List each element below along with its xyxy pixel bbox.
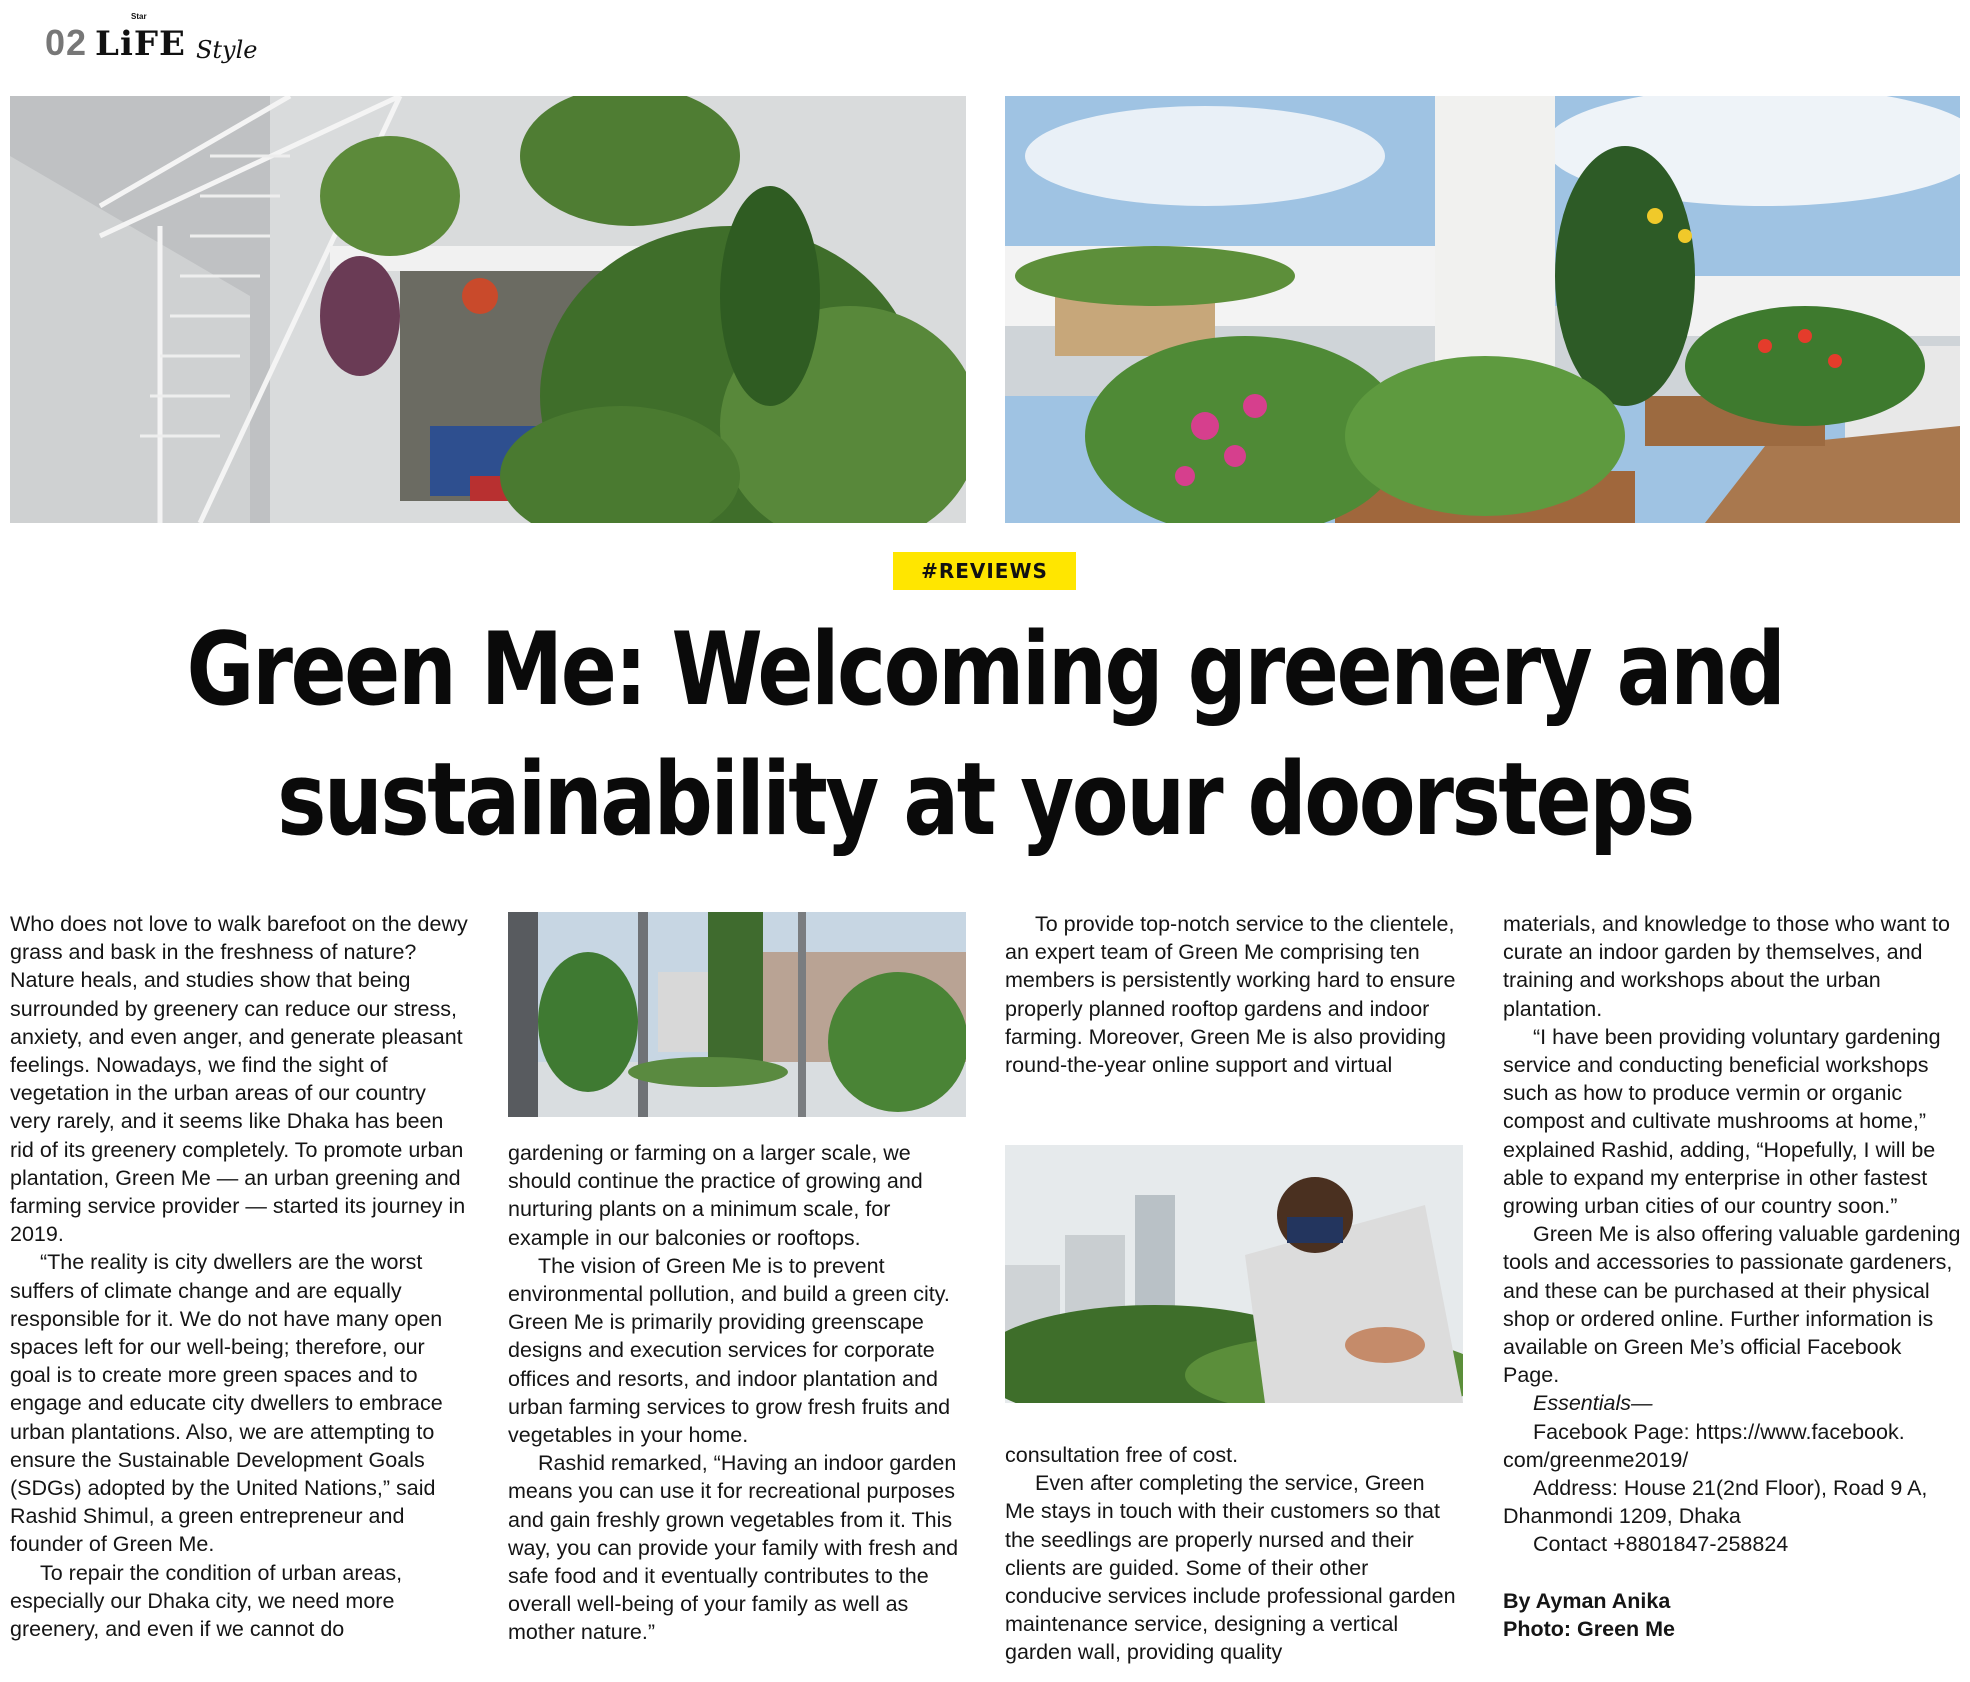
paragraph: Rashid remarked, “Having an indoor garden means you can use it for recreational purposes and gain freshly grown vegetables from it. This way, you can provide your family with fresh and safe food and it eventually contributes to the overall well-being of your family as well as mother nature.” [508,1451,959,1645]
paragraph: “I have been providing voluntary gardening service and conducting beneficial workshops such as how to produce vermin or organic compost and cultivate mushrooms at home,” explained Rashid, adding, “Hopefully, I will be able to expand my enterprise in other fastest growing urban cities of our country soon.” [1503,1024,1941,1219]
gardener-photo [1005,1145,1463,1403]
headline-line-2: sustainability at your doorsteps [277,740,1693,858]
paragraph: The vision of Green Me is to prevent environmental pollution, and build a green city. Green Me is primarily providing greenscape designs and execution services for corporate offices and resorts, and indoor plantation and urban farming services to grow fresh fruits and vegetables in your home. [508,1253,951,1448]
essentials-label: Essentials— [1533,1391,1653,1416]
paragraph: Green Me is also offering valuable gardening tools and accessories to passionate gardeners, and these can be purchased at their physical shop or ordered online. Further information is available on Green Me’s official Facebook Page. [1503,1222,1961,1388]
article-column-2 [508,1139,968,1647]
author-byline: By Ayman Anika [1503,1588,1671,1613]
paragraph: consultation free of cost. [1005,1443,1239,1467]
page-number: 02 [45,22,88,63]
paragraph: gardening or farming on a larger scale, we should continue the practice of growing and nurturing plants on a minimum scale, for example in our balconies or rooftops. [508,1141,923,1250]
paragraph: Even after completing the service, Green Me stays in touch with their customers so that the seedlings are properly nursed and their clients are guided. Some of their other conducive services include professional garden maintenance service, designing a vertical garden wall, providing quality [1005,1471,1456,1665]
rooftop-planters-photo [1005,96,1960,523]
article-column-1 [10,910,470,1643]
facebook-page-info: Facebook Page: https://www.facebook. com/greenme2019/ [1503,1419,1905,1472]
headline-line-1: Green Me: Welcoming greenery and [186,610,1784,728]
masthead [45,14,257,64]
contact-info: Contact +8801847-258824 [1533,1532,1789,1557]
brand-logo: LiFE [95,24,186,64]
rooftop-staircase-photo [10,96,966,523]
paragraph: Who does not love to walk barefoot on the dewy grass and bask in the freshness of nature? Nature heals, and studies show that being surrounded by greenery can reduce our stress, anxiety, and even anger, and generate pleasant feelings. Nowadays, we find the sight of vegetation in the urban areas of our country very rarely, and it seems like Dhaka has been rid of its greenery completely. To promote urban plantation, Green Me — an urban greening and farming service provider — started its journey in 2019. [10,912,468,1247]
photo-credit: Photo: Green Me [1503,1616,1676,1641]
headline [177,604,1792,864]
brand-tiny-text: Star [131,12,147,21]
brand-logo-suffix: Style [195,36,258,64]
address-info: Address: House 21(2nd Floor), Road 9 A, Dhanmondi 1209, Dhaka [1503,1476,1928,1529]
article-column-4 [1503,910,1963,1643]
article-column-3-bottom [1005,1441,1460,1667]
paragraph: materials, and knowledge to those who want to curate an indoor garden by themselves, and training and workshops about the urban plantation. [1503,912,1950,1021]
spacer [1503,1559,1963,1587]
paragraph: To provide top-notch service to the clientele, an expert team of Green Me comprising ten members is persistently working hard to ensure properly planned rooftop gardens and indoor farming. Moreover, Green Me is also providing round-the-year online support and virtual [1005,912,1456,1078]
paragraph: “The reality is city dwellers are the worst suffers of climate change and are equally responsible for it. We do not have many open spaces left for our well-being; therefore, our goal is to create more green spaces and to engage and educate city dwellers to embrace urban plantations. Also, we are attempting to ensure the Sustainable Development Goals (SDGs) adopted by the United Nations,” said Rashid Shimul, a green entrepreneur and founder of Green Me. [10,1250,443,1557]
article-column-3-top [1005,910,1460,1079]
paragraph: To repair the condition of urban areas, especially our Dhaka city, we need more greenery, and even if we cannot do [10,1560,403,1642]
indoor-balcony-photo [508,912,966,1117]
section-tag: #REVIEWS [893,552,1076,590]
